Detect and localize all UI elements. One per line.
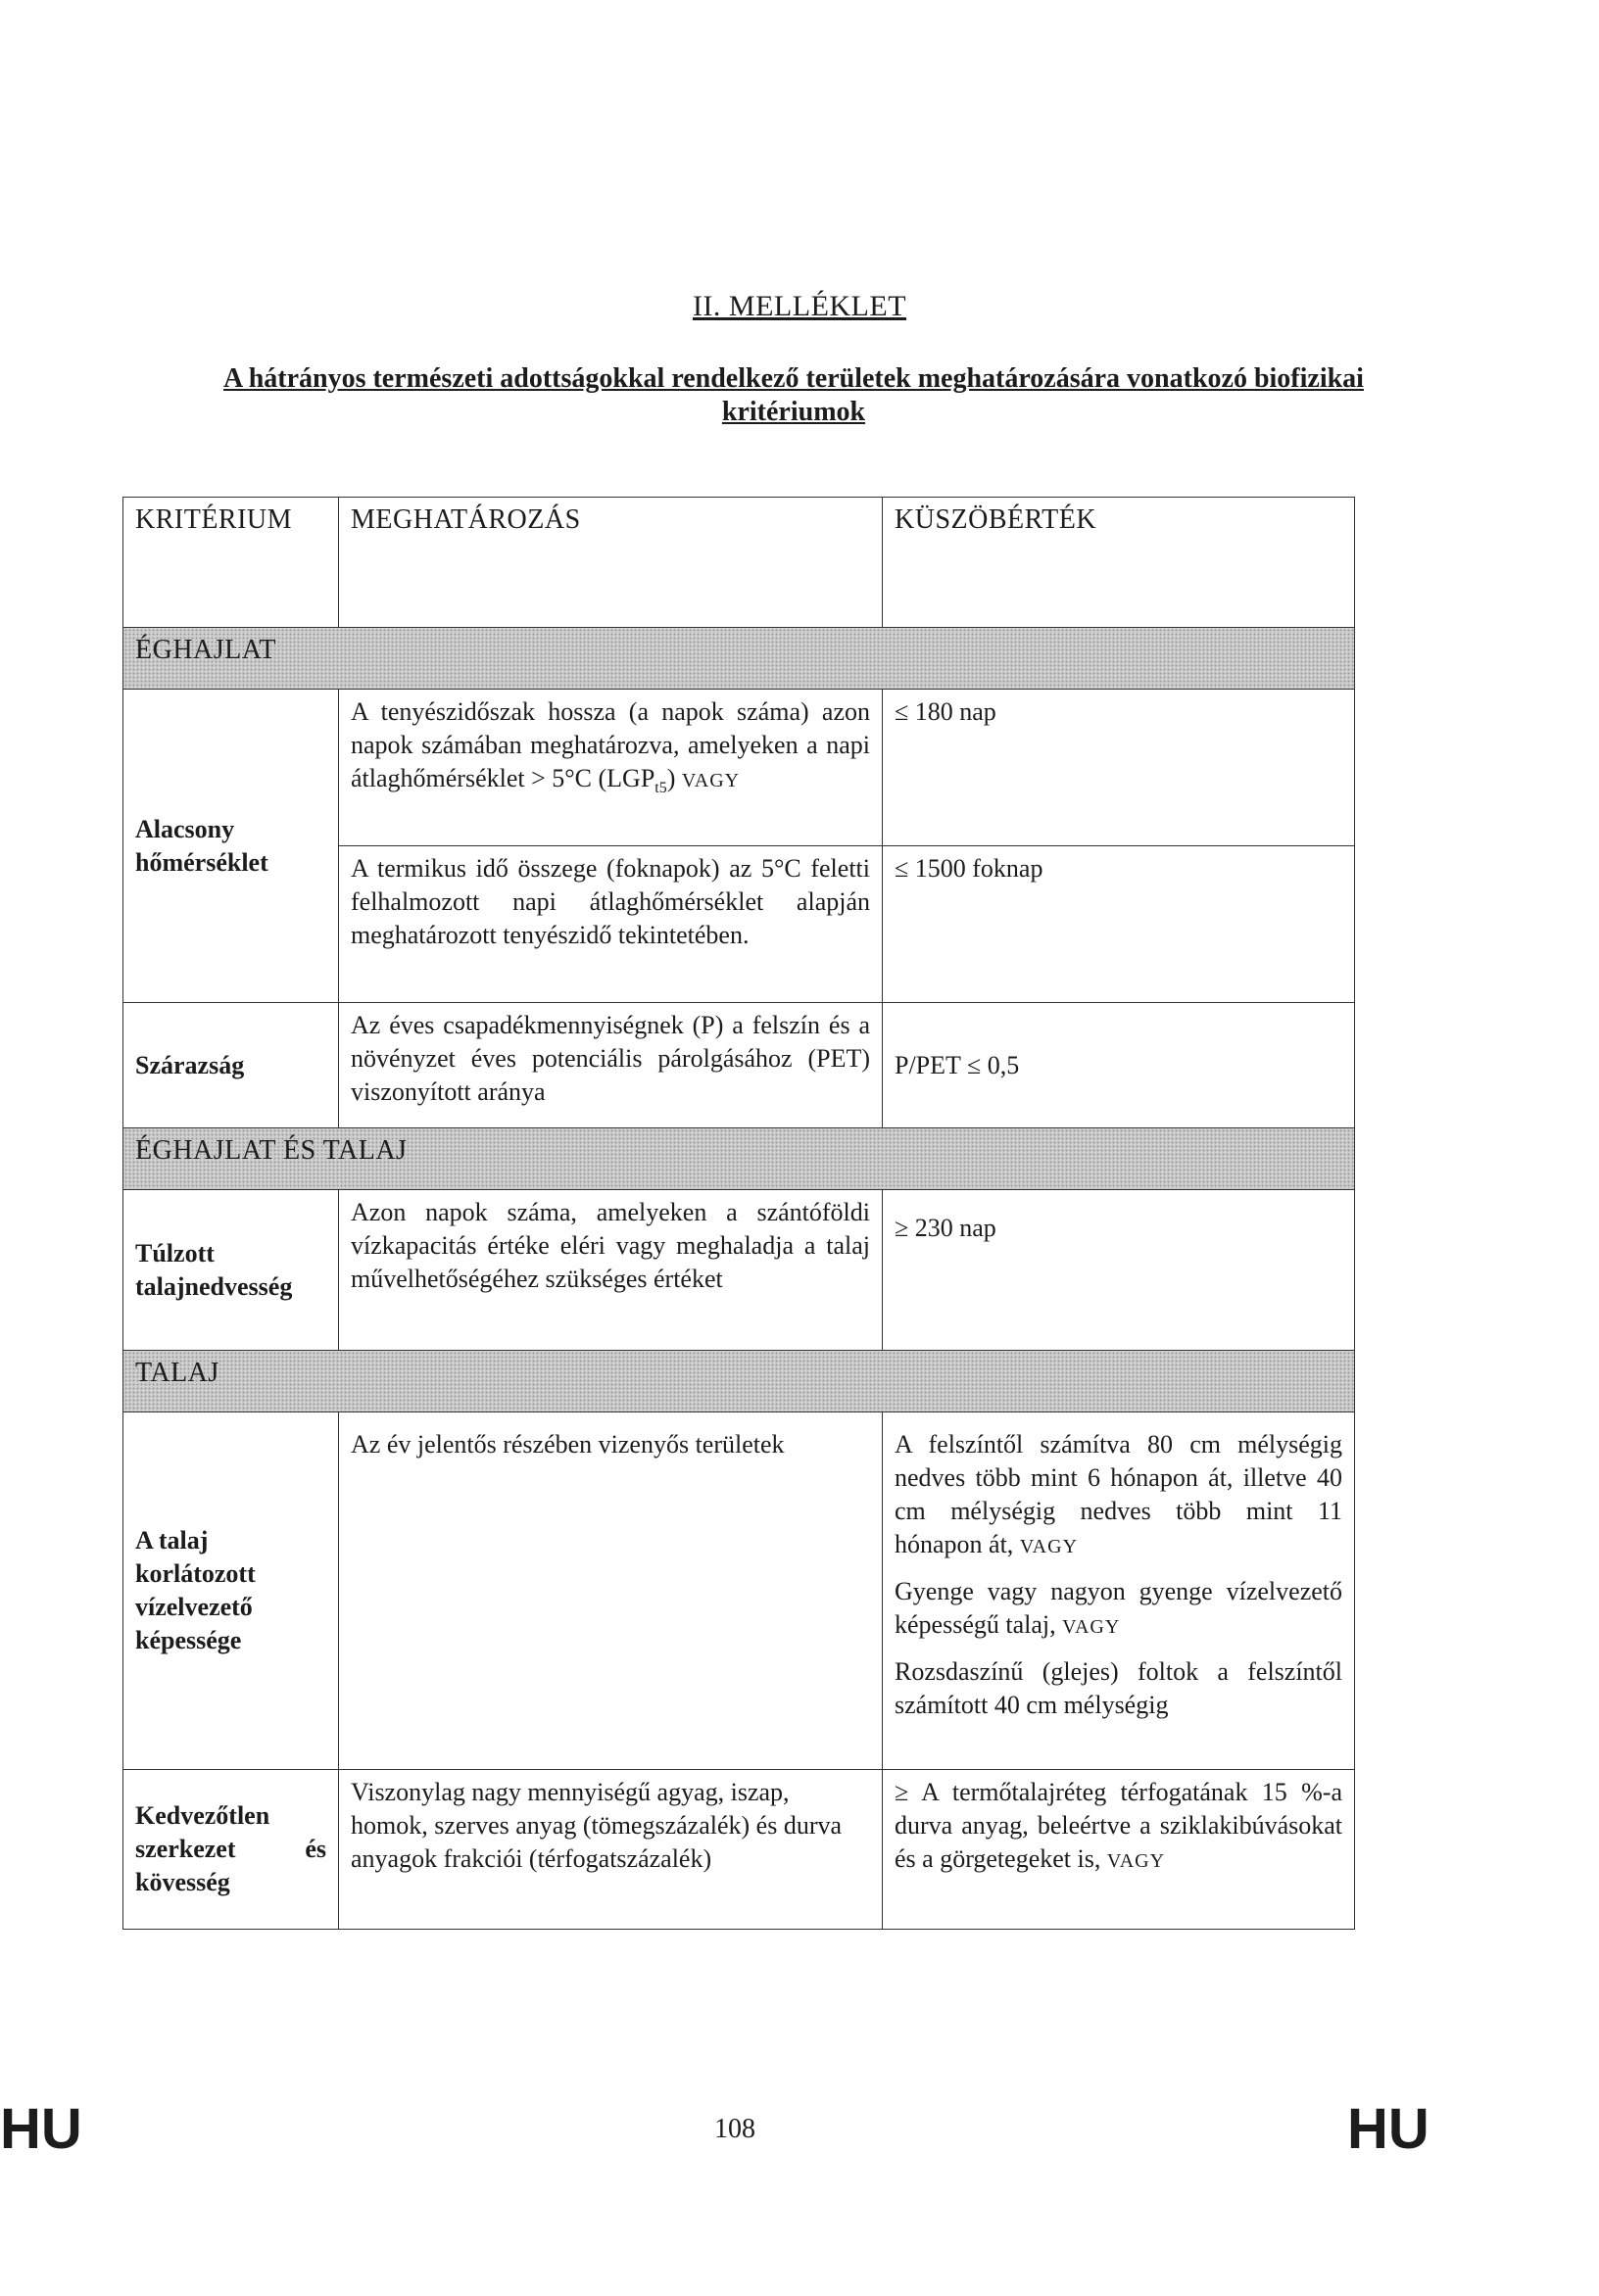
language-code-left: HU [0,2097,82,2161]
section-row-eghajlat [123,628,1355,690]
threshold-text: A felszíntől számítva 80 cm mélységig nedves több mint 6 hónapon át, illetve 40 cm mélységig nedves több mint 11 hónapon át, [895,1430,1342,1558]
criterion-szarazsag: Szárazság [123,1003,339,1128]
vagy-label: VAGY [681,770,741,791]
threshold-cell: ≤ 180 nap [883,690,1355,846]
criterion-vizelvezeto: A talaj korlátozott vízelvezető képessége [123,1412,339,1770]
subscript: t5 [654,780,667,797]
definition-text: A tenyészidőszak hossza (a napok száma) azon napok számában meghatározva, amelyeken a napi átlaghőmérséklet > 5°C (LGP [351,697,870,792]
header-meghatarozas: MEGHATÁROZÁS [339,498,883,628]
vagy-label: VAGY [1062,1616,1121,1638]
table-row [123,1003,1355,1128]
definition-cell: Az év jelentős részében vizenyős területek [339,1412,883,1770]
threshold-cell: ≥ 230 nap [883,1190,1355,1351]
definition-cell: A termikus idő összege (foknapok) az 5°C feletti felhalmozott napi átlaghőmérséklet alapján meghatározott tenyészidő tekintetében. [339,846,883,1003]
threshold-cell: P/PET ≤ 0,5 [883,1003,1355,1128]
criterion-alacsony: Alacsony hőmérséklet [123,690,339,1003]
threshold-item [895,1575,1342,1644]
threshold-cell [883,1770,1355,1930]
table-row [123,1412,1355,1770]
definition-cell: Az éves csapadékmennyiségnek (P) a felszín és a növényzet éves potenciális párolgásához (PET) viszonyított aránya [339,1003,883,1128]
section-label: ÉGHAJLAT ÉS TALAJ [123,1128,1355,1190]
threshold-item: Rozsdaszínű (glejes) foltok a felszíntől számított 40 cm mélységig [895,1657,1342,1719]
criterion-kedvezotlen: Kedvezőtlen szerkezet és kövesség [123,1770,339,1930]
section-row-eghajlat-es-talaj [123,1128,1355,1190]
threshold-text: Gyenge vagy nagyon gyenge vízelvezető képességű talaj, [895,1577,1342,1639]
threshold-text: ≥ A termőtalajréteg térfogatának 15 %-a durva anyag, beleértve a sziklakibúvásokat és a görgetegeket is, [895,1778,1342,1873]
definition-text-tail: ) [666,764,676,792]
header-kuszobertek: KÜSZÖBÉRTÉK [883,498,1355,628]
threshold-cell: ≤ 1500 foknap [883,846,1355,1003]
section-row-talaj [123,1351,1355,1412]
page-number: 108 [714,2114,755,2144]
definition-cell [339,690,883,846]
table-row [123,1190,1355,1351]
threshold-item [895,1428,1342,1563]
criteria-table [122,497,1355,1930]
criterion-tulzott: Túlzott talajnedvesség [123,1190,339,1351]
definition-cell: Azon napok száma, amelyeken a szántóföldi vízkapacitás értéke eléri vagy meghaladja a talaj művelhetőségéhez szükséges értéket [339,1190,883,1351]
table-row [123,1770,1355,1930]
threshold-cell [883,1412,1355,1770]
annex-title: II. MELLÉKLET [692,290,907,322]
table-header-row [123,498,1355,628]
vagy-label: VAGY [1019,1536,1079,1557]
vagy-label: VAGY [1106,1850,1166,1872]
table-row [123,690,1355,846]
annex-subtitle: A hátrányos természeti adottságokkal rendelkező területek meghatározására vonatkozó biofizikai kritériumok [223,363,1364,427]
section-label: TALAJ [123,1351,1355,1412]
language-code-right: HU [1347,2097,1429,2161]
header-kriterium: KRITÉRIUM [123,498,339,628]
section-label: ÉGHAJLAT [123,628,1355,690]
definition-cell: Viszonylag nagy mennyiségű agyag, iszap, homok, szerves anyag (tömegszázalék) és durva anyagok frakciói (térfogatszázalék) [339,1770,883,1930]
